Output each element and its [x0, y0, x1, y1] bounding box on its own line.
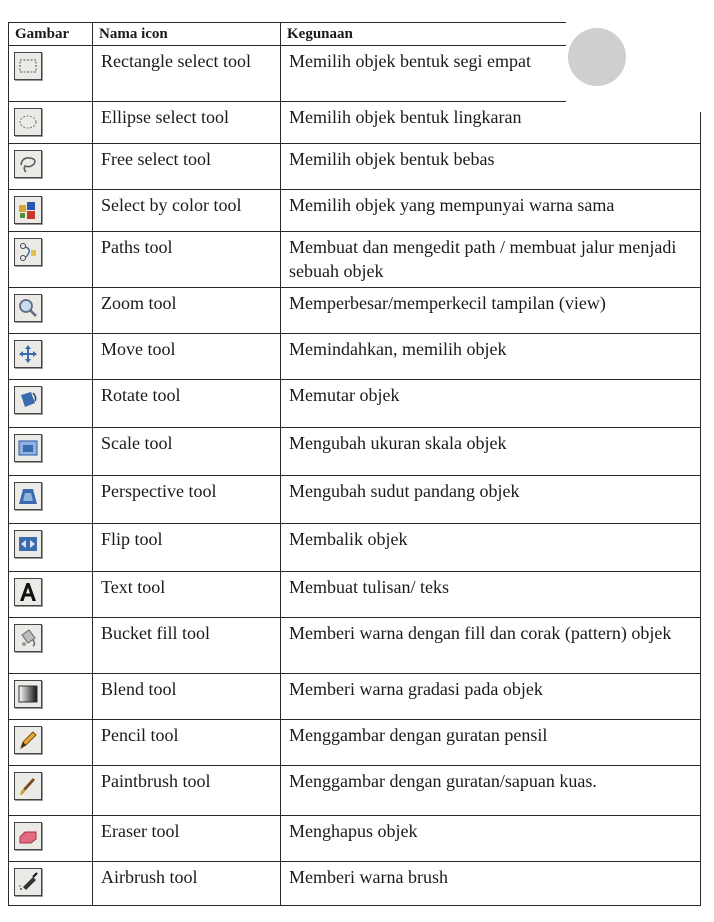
- table-row: [9, 144, 701, 190]
- icon-cell: [9, 334, 93, 380]
- table-row: [9, 476, 701, 524]
- icon-cell: [9, 766, 93, 816]
- free-select-icon: [14, 150, 42, 178]
- paths-icon: [14, 238, 42, 266]
- rectangle-select-icon: [14, 52, 42, 80]
- tool-usage: Memilih objek bentuk segi empat: [281, 46, 701, 102]
- tool-usage: Membuat dan mengedit path / membuat jalur menjadi sebuah objek: [281, 232, 701, 288]
- tool-usage: Menghapus objek: [281, 816, 701, 862]
- paintbrush-icon: [14, 772, 42, 800]
- tool-usage: Memindahkan, memilih objek: [281, 334, 701, 380]
- table-row: [9, 428, 701, 476]
- tool-usage: Mengubah sudut pandang objek: [281, 476, 701, 524]
- table-row: [9, 618, 701, 674]
- header-image: Gambar: [9, 23, 93, 46]
- airbrush-icon: [14, 868, 42, 896]
- table-row: [9, 288, 701, 334]
- tool-usage: Memperbesar/memperkecil tampilan (view): [281, 288, 701, 334]
- table-row: [9, 380, 701, 428]
- tool-name: Move tool: [93, 334, 281, 380]
- perspective-icon: [14, 482, 42, 510]
- tool-usage: Memberi warna dengan fill dan corak (pattern) objek: [281, 618, 701, 674]
- tool-name: Rotate tool: [93, 380, 281, 428]
- watermark-logo: [566, 18, 714, 112]
- document-page: [8, 22, 708, 918]
- tool-usage: Mengubah ukuran skala objek: [281, 428, 701, 476]
- tool-name: Free select tool: [93, 144, 281, 190]
- table-row: [9, 766, 701, 816]
- tool-name: Flip tool: [93, 524, 281, 572]
- tool-usage: Memberi warna gradasi pada objek: [281, 674, 701, 720]
- icon-cell: [9, 674, 93, 720]
- move-icon: [14, 340, 42, 368]
- tool-name: Scale tool: [93, 428, 281, 476]
- tool-usage: Memutar objek: [281, 380, 701, 428]
- icon-cell: [9, 190, 93, 232]
- tool-name: Perspective tool: [93, 476, 281, 524]
- icon-cell: [9, 288, 93, 334]
- icon-cell: [9, 524, 93, 572]
- icon-cell: [9, 380, 93, 428]
- icon-cell: [9, 572, 93, 618]
- tool-usage: Membalik objek: [281, 524, 701, 572]
- tool-name: Select by color tool: [93, 190, 281, 232]
- pencil-icon: [14, 726, 42, 754]
- select-by-color-icon: [14, 196, 42, 224]
- blend-icon: [14, 680, 42, 708]
- header-usage: Kegunaan: [281, 23, 701, 46]
- icon-cell: [9, 428, 93, 476]
- tool-name: Blend tool: [93, 674, 281, 720]
- bucket-fill-icon: [14, 624, 42, 652]
- icon-cell: [9, 720, 93, 766]
- tool-name: Pencil tool: [93, 720, 281, 766]
- tool-name: Rectangle select tool: [93, 46, 281, 102]
- table-row: [9, 232, 701, 288]
- table-row: [9, 720, 701, 766]
- table-row: [9, 674, 701, 720]
- tool-name: Bucket fill tool: [93, 618, 281, 674]
- tool-usage: Memilih objek bentuk bebas: [281, 144, 701, 190]
- eraser-icon: [14, 822, 42, 850]
- table-row: [9, 334, 701, 380]
- icon-cell: [9, 862, 93, 906]
- zoom-icon: [14, 294, 42, 322]
- tool-name: Zoom tool: [93, 288, 281, 334]
- icon-cell: [9, 46, 93, 102]
- tool-name: Paintbrush tool: [93, 766, 281, 816]
- table-row: [9, 190, 701, 232]
- table-row: [9, 816, 701, 862]
- tool-usage: Menggambar dengan guratan pensil: [281, 720, 701, 766]
- tool-name: Paths tool: [93, 232, 281, 288]
- flip-icon: [14, 530, 42, 558]
- ellipse-select-icon: [14, 108, 42, 136]
- tool-usage: Memberi warna brush: [281, 862, 701, 906]
- tool-usage: Membuat tulisan/ teks: [281, 572, 701, 618]
- icon-cell: [9, 816, 93, 862]
- tool-usage: Memilih objek yang mempunyai warna sama: [281, 190, 701, 232]
- scale-icon: [14, 434, 42, 462]
- header-name: Nama icon: [93, 23, 281, 46]
- table-row: [9, 524, 701, 572]
- tool-usage: Memilih objek bentuk lingkaran: [281, 102, 701, 144]
- table-row: [9, 862, 701, 906]
- tool-name: Eraser tool: [93, 816, 281, 862]
- tool-name: Ellipse select tool: [93, 102, 281, 144]
- rotate-icon: [14, 386, 42, 414]
- icon-cell: [9, 618, 93, 674]
- tool-table: [8, 22, 701, 906]
- icon-cell: [9, 144, 93, 190]
- text-icon: [14, 578, 42, 606]
- table-row: [9, 572, 701, 618]
- tool-name: Text tool: [93, 572, 281, 618]
- icon-cell: [9, 102, 93, 144]
- icon-cell: [9, 476, 93, 524]
- icon-cell: [9, 232, 93, 288]
- tool-usage: Menggambar dengan guratan/sapuan kuas.: [281, 766, 701, 816]
- tool-name: Airbrush tool: [93, 862, 281, 906]
